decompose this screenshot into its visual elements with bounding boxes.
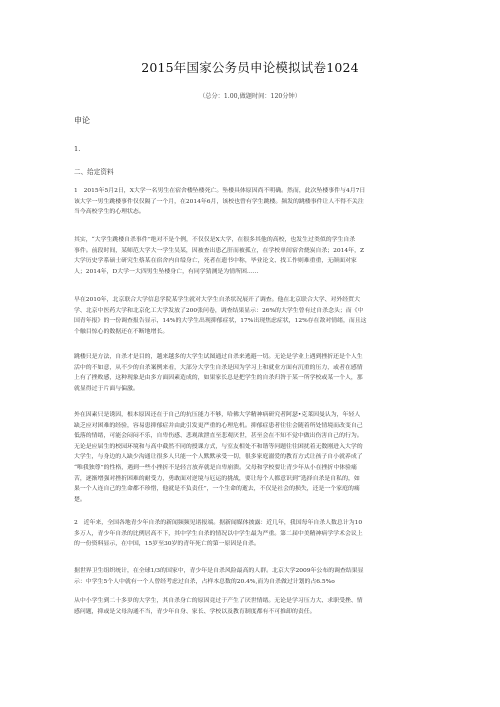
paragraph-line: 楚。 xyxy=(74,496,86,503)
paragraph-line: 缺乏应对困难的经验，容易患抑郁症并由此引发更严重的心理危机。抑郁症患者往往会随着所处情境而改变自己 xyxy=(74,422,363,429)
paragraph-line: 2 近年来，全国各地青少年自杀的新闻频频见诸报端。据新闻媒体披露：近几年，我国每年自杀人数总计为10 xyxy=(74,520,363,526)
paragraph-line: 苦，逐渐增强对挫折困难的耐受力，勇敢面对逆境与厄运的挑战，要让每个人都意识到“选择自杀是自私的，如 xyxy=(74,475,360,482)
paragraph-line: 的一份资料显示，在中国，15岁至30岁的青年死亡的第一原因是自杀。 xyxy=(74,541,260,548)
paragraph xyxy=(74,295,434,337)
paragraph-line: 其实，“大学生跳楼自杀事件”绝对不是个例，不仅仅是X大学，在很多其他的高校，也发生过类似的学生自杀 xyxy=(74,237,356,243)
paragraph-line: 早在2010年，北京联合大学信息学院某学生就对大学生自杀状况展开了调查。他在北京联合大学、对外经贸大 xyxy=(74,297,360,303)
paragraph-line: 活中的不如意，从不少的自杀案例来看，大部分大学生自杀是因为学习上和就业方面有沉重的压力，或者在感情 xyxy=(74,364,363,371)
document-title: 2015年国家公务员申论模拟试卷1024 xyxy=(141,60,359,75)
paragraph-line: 外在因素只是诱因，根本原因还在于自己的抗压能力不够，哈佛大学精神病研究者阿瑟•克莱因曼认为，年轻人 xyxy=(74,412,361,418)
paragraph-line: 无论是应届生的校园环境和与高中截然不同的授课方式，与室友相处不和谐等问题往往困扰着无数刚进入大学的 xyxy=(74,443,363,450)
paragraph-line: 个触目惊心的数据还在不断地增长。 xyxy=(74,328,169,335)
paragraph-line: 人；2014年，D大学一大四男生坠楼身亡，有同学猜测是为情所困…… xyxy=(74,268,259,275)
paragraph-line: 低落的情绪，可能会闷闷不乐，自卑伤感、悲观欲泄直至悲观厌世，甚至会在不知不觉中做出伤害自己的行为。 xyxy=(74,433,363,440)
paragraph-line: 该大学一男生跳楼事件仅仅隔了一个月，在2014年6月，该校也曾有学生跳楼。频发的跳楼事件让人不得不关注 xyxy=(74,198,364,205)
section-heading: 申论 xyxy=(74,116,90,125)
paragraph-line: 果一个人连自己的生命都不珍惜，他就是不负责任”，一个生命的逝去，不仅是社会的损失，还是一个家庭的痛 xyxy=(74,486,360,493)
paragraph-line: 示：中学生5个人中就有一个人曾经考虑过自杀，占样本总数的20.4%,而为自杀做过计划的占6.5%o xyxy=(74,578,335,585)
question-number: 1. xyxy=(74,145,81,153)
paragraph-line: 事件。前段时间，某师范大学大一学生吴某，因被查出患乙肝而被孤立，在学校单间宿舍烧炭自杀；2014年，Z xyxy=(74,247,365,254)
paragraph-line: 当今高校学生的心理状态。 xyxy=(74,209,145,216)
paragraph-line: 跳楼只是方法，自杀才是目的，越来越多的大学生试图通过自杀来逃避一切。无论是学业上遇到挫折还是个人生 xyxy=(74,354,363,360)
paragraph-line: 大学生，与身边的人缺少沟通让很多人只能一个人默默承受一切，很多家庭溺爱的教育方式让孩子自小就养成了 xyxy=(74,454,363,461)
paragraph-line: 国青年报》的一份调查报告显示，14%的大学生出现抑郁症状，17%出现焦虑症状，12%存在敌对情绪，而且这 xyxy=(74,318,367,325)
paragraph-line: 大学历史学系硕士研究生蔡某在宿舍内自缢身亡，死者在遗书中称，毕业论文、找工作则难重重，无颜面对家 xyxy=(74,258,357,265)
paragraph-line: “唯我独尊”的性格，遇到一些小挫折不是轻言放弃就是自卑崩溃。父母和学校要让青少年从小在挫折中体验痛 xyxy=(74,464,357,471)
paragraph-line: 学、北京中医药大学和北京化工大学发放了200张问卷，调查结果显示：26%的大学生曾有过自杀念头；而《中 xyxy=(74,307,364,314)
paragraph-line: 1 2015年5月2日，X大学一名男生在宿舍楼坠楼死亡。坠楼具体原因尚不明确。然而，此次坠楼事件与4月7日 xyxy=(74,188,366,194)
paragraph xyxy=(74,186,434,218)
paragraph xyxy=(74,410,434,505)
paragraph xyxy=(74,566,434,587)
paragraph-line: 据世界卫生组织统计，在全球1/3的国家中，青少年是自杀风险最高的人群。北京大学2009年公布的调查结果显 xyxy=(74,568,364,574)
paragraph-line: 感问题，抑或是父母沟通不当，青少年自身、家长、学校以及教育制度都有不可推卸的责任。 xyxy=(74,608,316,615)
paragraph xyxy=(74,352,434,394)
paragraph-line: 从中小学生到二十多岁的大学生，其自杀身亡的原因竟过于产生了厌世情绪。无论是学习压力大、求职受挫、情 xyxy=(74,598,363,604)
paragraph-line: 上有了挫败感，这种现象是由多方面因素造成的，如果家长总是把学生的自杀归咎于某一所学校或某一个人，那 xyxy=(74,375,363,382)
paragraph-line: 就显得过于片面与偏激。 xyxy=(74,385,139,392)
document-subtitle: （总分：1.00,做题时间：120分钟） xyxy=(199,93,301,100)
paragraph xyxy=(74,235,434,277)
paragraph xyxy=(74,596,434,617)
paragraph xyxy=(74,518,434,550)
paragraph-line: 多万人，青少年自杀的比例居高不下，其中学生自杀的情况以中学生最为严重。第二届中美精神病学学术会议上 xyxy=(74,530,363,537)
subsection-heading: 二、给定资料 xyxy=(74,168,114,176)
